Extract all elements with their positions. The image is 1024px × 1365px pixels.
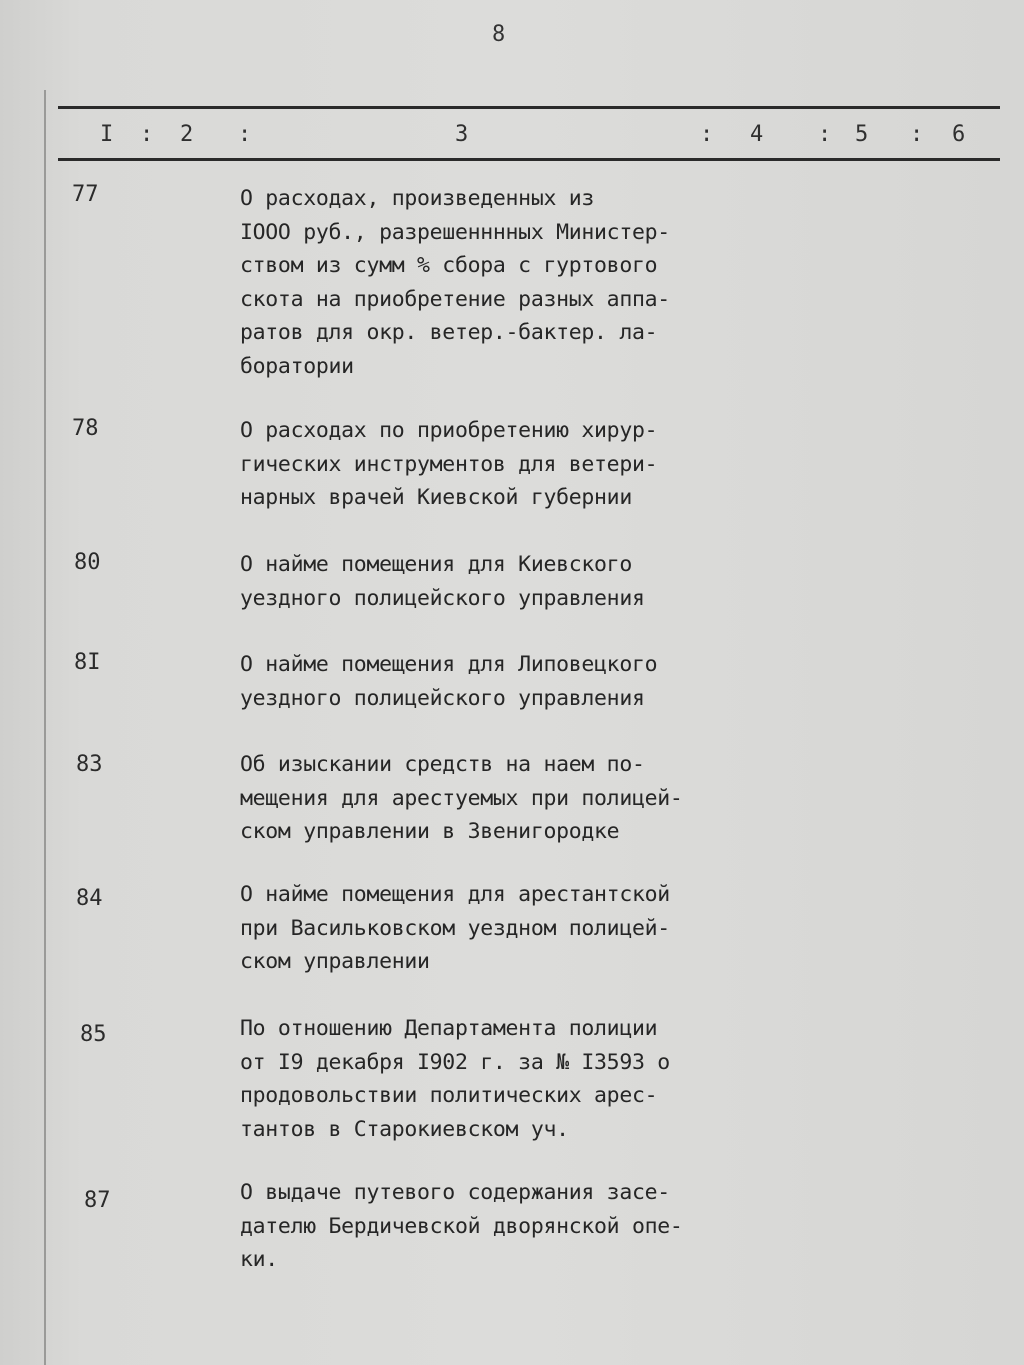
column-separator: : — [910, 122, 924, 147]
column-separator: : — [818, 122, 832, 147]
entry-description: О расходах, произведенных из IООО руб., разрешенннных Министер- ством из сумм % сбора с гуртового скота на приобретение разных аппа- ратов для окр. ветер.-бактер. ла- боратории — [240, 186, 670, 379]
entry-number: 80 — [74, 550, 101, 575]
entry-description: Об изыскании средств на наем по- мещения для арестуемых при полицей- ском управлении в Звенигородке — [240, 752, 683, 844]
column-separator: : — [700, 122, 714, 147]
binding-margin-line — [44, 90, 46, 1365]
entry-description: О найме помещения для арестантской при Васильковском уездном полицей- ском управлении — [240, 882, 670, 974]
column-separator: : — [238, 122, 252, 147]
entry-number: 78 — [72, 416, 99, 441]
entry-description: О найме помещения для Киевского уездного полицейского управления — [240, 552, 645, 611]
column-separator: : — [140, 122, 154, 147]
entry-number: 84 — [76, 886, 103, 911]
entry-description: О выдаче путевого содержания засе- дателю Бердичевской дворянской опе- ки. — [240, 1180, 683, 1272]
column-2-number: 2 — [180, 122, 194, 147]
entry-number: 77 — [72, 182, 99, 207]
column-5-number: 5 — [855, 122, 869, 147]
column-6-number: 6 — [952, 122, 966, 147]
entry-description: По отношению Департамента полиции от I9 декабря I902 г. за № I3593 о продовольствии политических арес- тантов в Старокиевском уч. — [240, 1016, 670, 1142]
entry-number: 85 — [80, 1022, 107, 1047]
entry-number: 87 — [84, 1188, 111, 1213]
entry-description: О расходах по приобретению хирур- гических инструментов для ветери- нарных врачей Киевской губернии — [240, 418, 658, 510]
column-4-number: 4 — [750, 122, 764, 147]
header-bottom-rule — [58, 158, 1000, 161]
page-number: 8 — [492, 22, 506, 47]
column-1-number: I — [100, 122, 114, 147]
column-3-number: 3 — [455, 122, 469, 147]
entry-number: 8I — [74, 650, 101, 675]
header-top-rule — [58, 106, 1000, 109]
entry-number: 83 — [76, 752, 103, 777]
entry-description: О найме помещения для Липовецкого уездного полицейского управления — [240, 652, 658, 711]
